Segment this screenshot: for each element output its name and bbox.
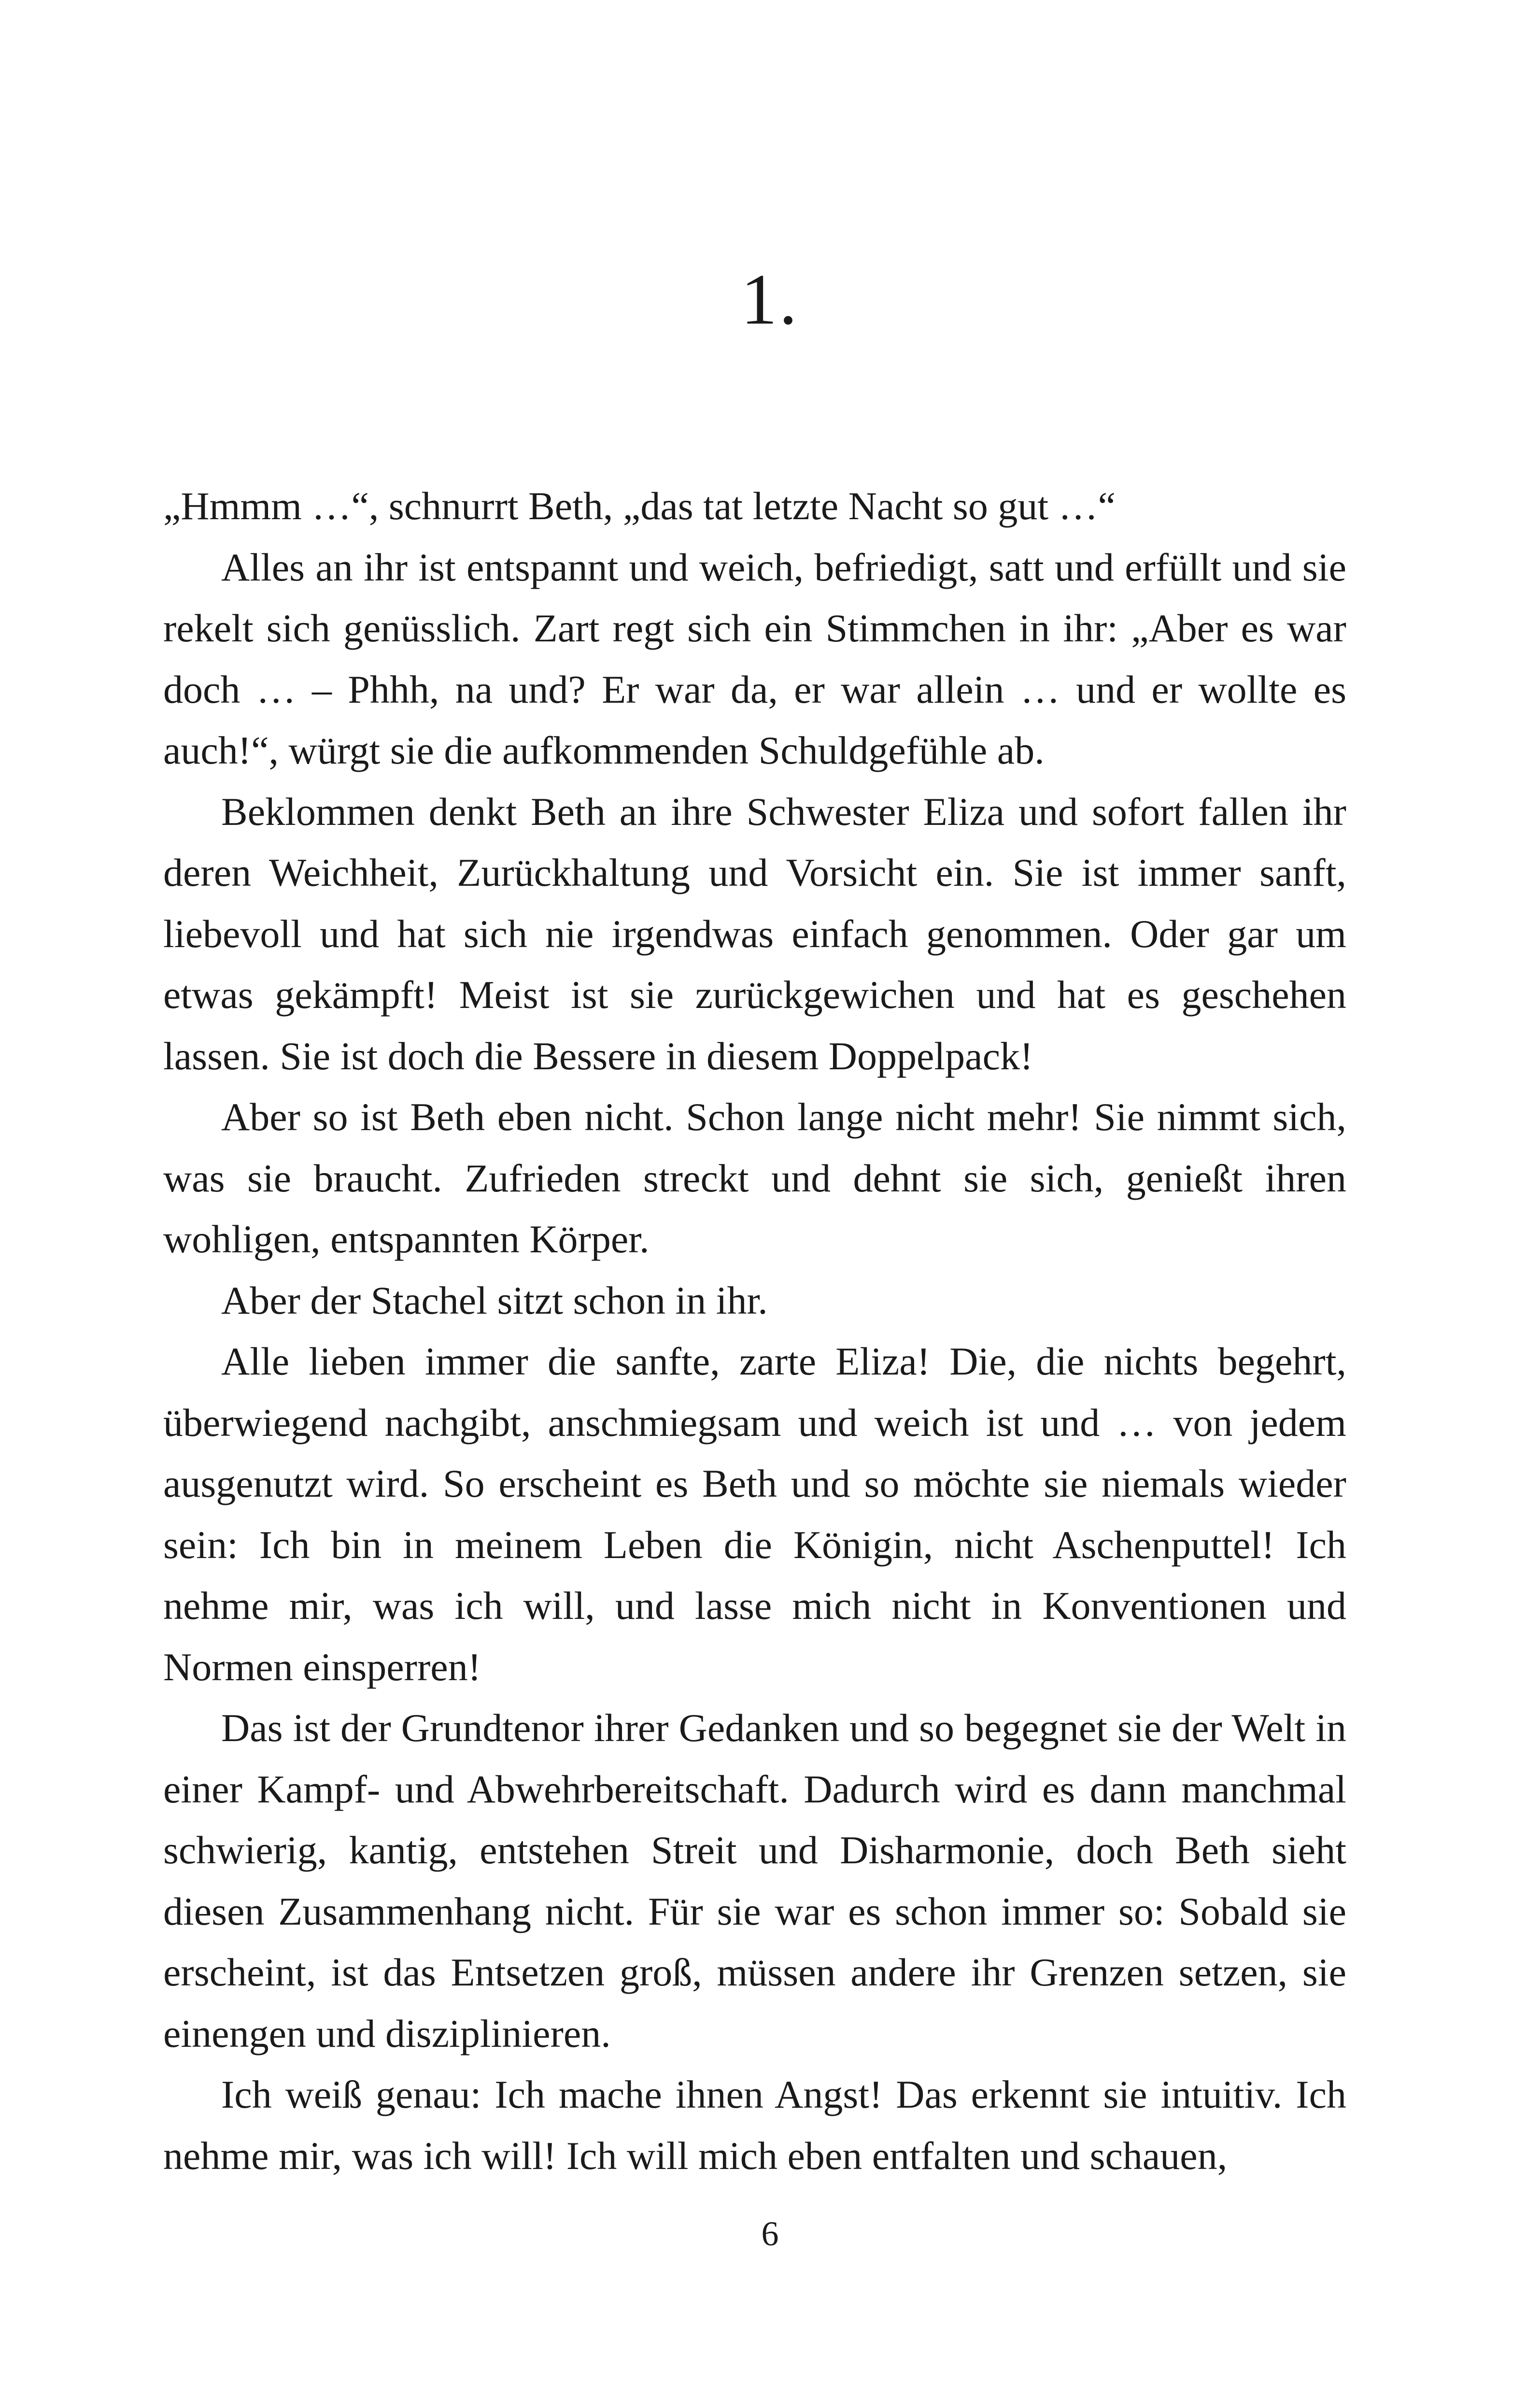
body-text — [163, 476, 1346, 2186]
paragraph: Alles an ihr ist entspannt und weich, befriedigt, satt und erfüllt und sie rekelt sich genüsslich. Zart regt sich ein Stimmchen in ihr: „Aber es war doch … – Phhh, na und? Er war da, er war allein … und er wollte es auch!“, würgt sie die aufkommenden Schuldgefühle ab. — [163, 545, 1346, 772]
paragraph: Das ist der Grundtenor ihrer Gedanken und so begegnet sie der Welt in einer Kampf- und Abwehrbereitschaft. Dadurch wird es dann manchmal schwierig, kantig, entstehen Streit und Disharmonie, doch Beth sieht diesen Zusammenhang nicht. Für sie war es schon immer so: Sobald sie erscheint, ist das Entsetzen groß, müssen andere ihr Grenzen setzen, sie einengen und disziplinieren. — [163, 1706, 1346, 2056]
paragraph: Aber der Stachel sitzt schon in ihr. — [221, 1278, 768, 1322]
page-number: 6 — [761, 2214, 779, 2253]
paragraph: Aber so ist Beth eben nicht. Schon lange nicht mehr! Sie nimmt sich, was sie braucht. Zufrieden streckt und dehnt sie sich, genießt ihren wohligen, entspannten Körper. — [163, 1095, 1346, 1261]
paragraph: Beklommen denkt Beth an ihre Schwester Eliza und sofort fallen ihr deren Weichheit, Zurückhaltung und Vorsicht ein. Sie ist immer sanft, liebevoll und hat sich nie irgendwas einfach genommen. Oder gar um etwas gekämpft! Meist ist sie zurückgewichen und hat es geschehen lassen. Sie ist doch die Bessere in diesem Doppelpack! — [163, 789, 1346, 1078]
chapter-heading: 1. — [741, 259, 799, 340]
paragraph: Alle lieben immer die sanfte, zarte Eliza! Die, die nichts begehrt, überwiegend nachgibt, anschmiegsam und weich ist und … von jedem ausgenutzt wird. So erscheint es Beth und so möchte sie niemals wieder sein: Ich bin in meinem Leben die Königin, nicht Aschenputtel! Ich nehme mir, was ich will, und lasse mich nicht in Konventionen und Normen einsperren! — [163, 1339, 1346, 1689]
paragraph: Ich weiß genau: Ich mache ihnen Angst! Das erkennt sie intuitiv. Ich nehme mir, was ich will! Ich will mich eben entfalten und schauen, — [163, 2072, 1346, 2178]
paragraph: „Hmmm …“, schnurrt Beth, „das tat letzte Nacht so gut …“ — [163, 484, 1116, 528]
